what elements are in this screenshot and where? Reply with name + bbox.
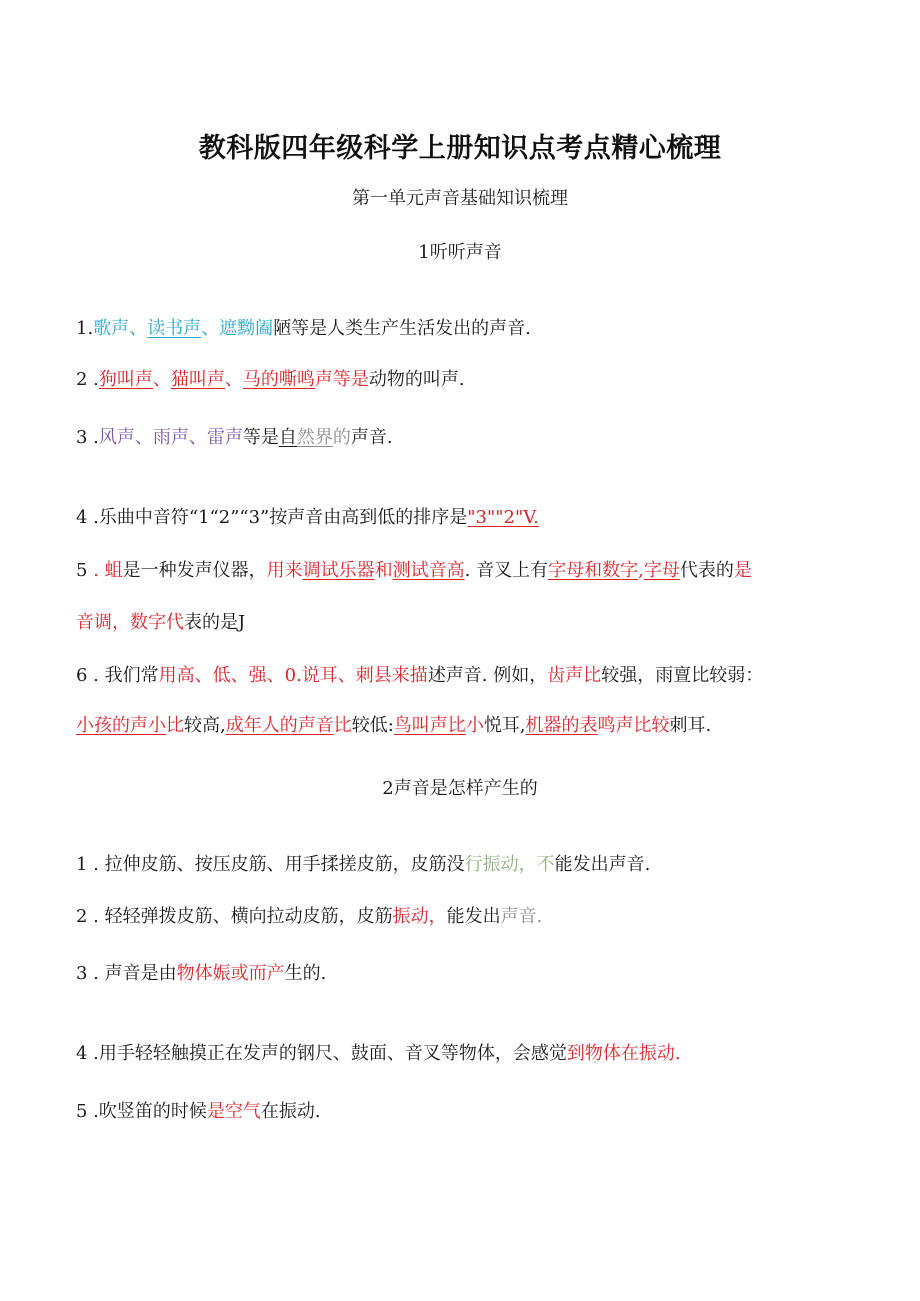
highlight-text: 比 xyxy=(333,715,352,736)
highlight-text: 、 xyxy=(152,369,171,390)
item-text: 4 .乐曲中音符“1“2”“3”按声音由高到低的排序是 xyxy=(76,507,468,528)
section-heading-2: 2声音是怎样产生的 xyxy=(382,778,538,799)
highlight-text: 是 xyxy=(733,560,752,581)
underlined-text: 读书声 xyxy=(147,318,202,339)
list-item xyxy=(76,664,763,688)
underlined-text: 成年人的声音 xyxy=(225,715,334,736)
list-item xyxy=(76,317,531,341)
list-item xyxy=(76,962,326,986)
section-heading-1: 1听听声音 xyxy=(418,242,502,263)
highlight-text: 和 xyxy=(374,560,393,581)
item-text: 在振动. xyxy=(260,1101,321,1122)
underlined-text: 自 xyxy=(278,427,297,448)
item-text: 较强，雨亶比较弱： xyxy=(601,665,764,686)
highlight-text: 用来 xyxy=(266,560,303,581)
item-text: . 音叉上有 xyxy=(464,560,549,581)
highlight-text: 行振动，不 xyxy=(464,854,555,875)
highlight-text: 歌声、 xyxy=(93,318,148,339)
highlight-text: 音调，数字代 xyxy=(76,612,184,633)
item-number: 3 . xyxy=(76,427,99,448)
highlight-text: . 蛆 xyxy=(93,560,123,581)
item-text: 较低: xyxy=(351,715,394,736)
highlight-text: 振动， xyxy=(392,906,447,927)
underlined-text: 狗叫声 xyxy=(98,369,153,390)
underlined-text: 猫叫声 xyxy=(170,369,225,390)
list-item xyxy=(76,1100,321,1124)
document-title: 教科版四年级科学上册知识点考点精心梳理 xyxy=(198,133,722,164)
highlight-text: 的 xyxy=(332,427,351,448)
item-text: 刺耳. xyxy=(669,715,712,736)
item-text: 等是 xyxy=(242,427,279,448)
item-text: 表的是J xyxy=(184,612,246,633)
highlight-text: 声等是 xyxy=(314,369,369,390)
underlined-text: 调试乐器 xyxy=(302,560,375,581)
list-item xyxy=(76,506,539,530)
list-item xyxy=(76,559,752,583)
list-item xyxy=(76,368,465,392)
underlined-text: 马的嘶鸣 xyxy=(242,369,315,390)
underlined-text: 然界 xyxy=(296,427,333,448)
underlined-text: 字母 xyxy=(643,560,680,581)
highlight-text: 齿声比 xyxy=(547,665,602,686)
highlight-text: 、遮黝阖 xyxy=(201,318,274,339)
item-text: 能发出声音. xyxy=(554,854,651,875)
item-number: 5 xyxy=(76,560,94,581)
highlight-text: 风声、雨声、雷声 xyxy=(98,427,243,448)
underlined-text: 机器的表 xyxy=(525,715,598,736)
highlight-text: 鸣声比较 xyxy=(597,715,670,736)
item-text: 6 . 我们常 xyxy=(76,665,159,686)
underlined-text: 字母和数字 xyxy=(548,560,639,581)
underlined-text: 小孩的声小 xyxy=(76,715,166,736)
list-item-continuation xyxy=(76,714,711,738)
underlined-text: 鸟叫声比 xyxy=(393,715,466,736)
item-text: 生的. xyxy=(284,963,327,984)
item-text: 陋等是人类生产生活发出的声音. xyxy=(273,318,531,339)
highlight-text: 是空气 xyxy=(206,1101,261,1122)
item-text: 代表的 xyxy=(679,560,734,581)
item-text: 声音. xyxy=(350,427,393,448)
item-text: 1 . 拉伸皮筋、按压皮筋、用手揉搓皮筋，皮筋没 xyxy=(76,854,465,875)
item-text: 4 .用手轻轻触摸正在发声的钢尺、鼓面、音叉等物体，会感觉 xyxy=(76,1043,567,1064)
list-item-continuation xyxy=(76,611,245,635)
unit-title: 第一单元声音基础知识梳理 xyxy=(352,188,568,209)
highlight-text: 物体娠或而产 xyxy=(176,963,285,984)
item-text: 2 . 轻轻弹拨皮筋、横向拉动皮筋，皮筋 xyxy=(76,906,393,927)
item-number: 2 . xyxy=(76,369,99,390)
underlined-text: 测试音高 xyxy=(392,560,465,581)
highlight-text: 声音. xyxy=(500,906,543,927)
list-item xyxy=(76,1042,681,1066)
highlight-text: 、 xyxy=(224,369,243,390)
item-text: 3 . 声音是由 xyxy=(76,963,177,984)
item-text: 动物的叫声. xyxy=(368,369,465,390)
item-text: 是一种发声仪器， xyxy=(122,560,267,581)
highlight-text: , xyxy=(638,560,644,581)
underlined-text: "3""2"V. xyxy=(467,507,539,528)
item-number: 1. xyxy=(76,318,94,339)
list-item xyxy=(76,853,650,877)
highlight-text: 小 xyxy=(465,715,484,736)
highlight-text: 比 xyxy=(166,715,184,736)
item-text: 5 .吹竖笛的时候 xyxy=(76,1101,207,1122)
item-text: 较高, xyxy=(184,715,226,736)
highlight-text: 用高、低、强、0.说耳、刺县来描 xyxy=(158,665,428,686)
list-item xyxy=(76,905,542,929)
list-item xyxy=(76,426,393,450)
highlight-text: 到物体在振动. xyxy=(566,1043,681,1064)
item-text: 能发出 xyxy=(446,906,501,927)
item-text: 述声音. 例如， xyxy=(427,665,548,686)
item-text: 悦耳, xyxy=(483,715,526,736)
